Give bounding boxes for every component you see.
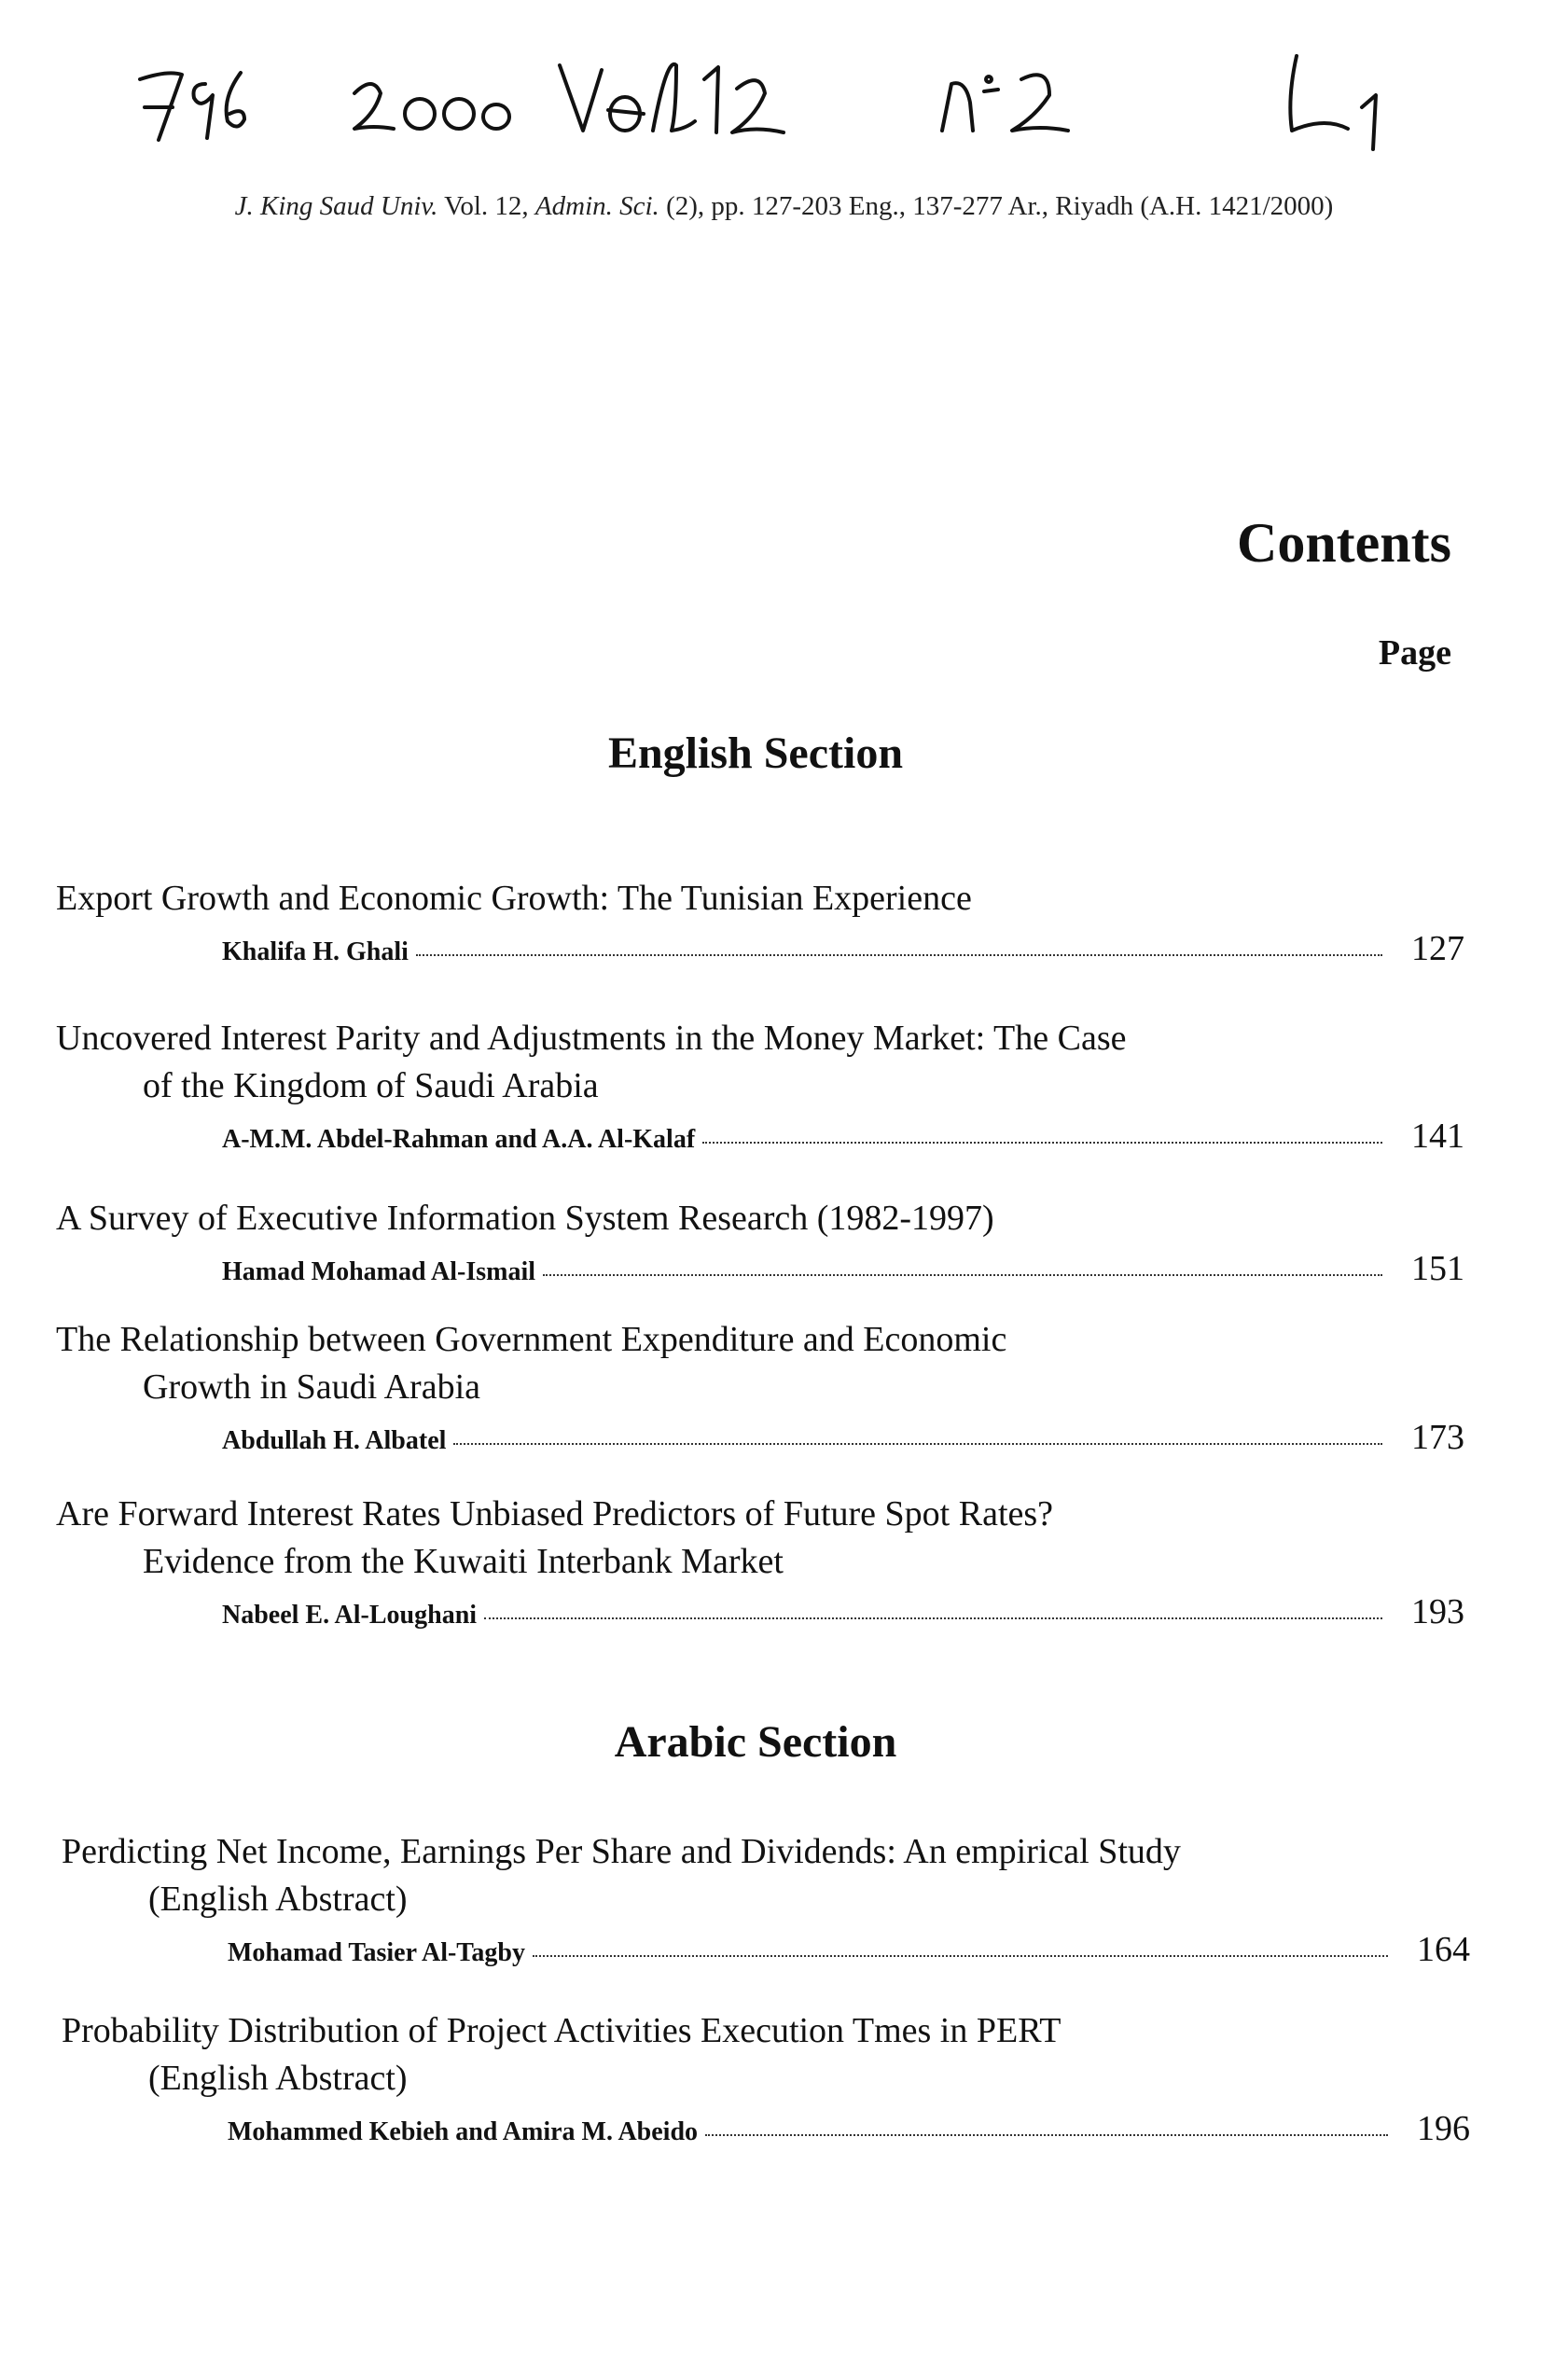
citation-field: Admin. Sci.	[534, 191, 659, 221]
entry-author: Nabeel E. Al-Loughani	[222, 1601, 478, 1630]
entry-author-line	[56, 928, 1464, 969]
toc-entry[interactable]	[62, 2007, 1470, 2149]
entry-title-line: The Relationship between Government Expenditure and Economic	[56, 1320, 1007, 1359]
entry-author: Abdullah H. Albatel	[222, 1426, 447, 1455]
citation-volume: Vol. 12,	[444, 191, 529, 221]
entry-title	[56, 1015, 1464, 1110]
entry-author-line	[56, 1591, 1464, 1632]
entry-title	[56, 1316, 1464, 1411]
toc-entry[interactable]	[56, 1195, 1464, 1289]
arabic-section-heading: Arabic Section	[614, 1717, 897, 1767]
entry-page-number: 141	[1411, 1117, 1464, 1156]
entry-title	[62, 1828, 1470, 1923]
entry-author: Hamad Mohamad Al-Ismail	[222, 1257, 536, 1286]
dot-leader	[453, 1442, 1382, 1445]
entry-title	[62, 2007, 1470, 2102]
dot-leader	[416, 953, 1382, 956]
entry-page-number: 164	[1417, 1930, 1470, 1969]
toc-entry[interactable]	[56, 1316, 1464, 1458]
entry-title-line: Probability Distribution of Project Activities Execution Tmes in PERT	[62, 2011, 1062, 2050]
entry-title-line: Growth in Saudi Arabia	[143, 1367, 481, 1407]
toc-entry[interactable]	[56, 1491, 1464, 1632]
handwritten-annotation	[131, 28, 1530, 159]
dot-leader	[484, 1617, 1382, 1619]
entry-author-line	[56, 1116, 1464, 1157]
entry-title-line: (English Abstract)	[148, 2059, 408, 2098]
page-column-label: Page	[1378, 633, 1451, 673]
entry-title-line: of the Kingdom of Saudi Arabia	[143, 1066, 599, 1105]
entry-author-line	[62, 1929, 1470, 1970]
entry-page-number: 193	[1411, 1592, 1464, 1631]
entry-title	[56, 1195, 1464, 1242]
entry-title-line: (English Abstract)	[148, 1880, 408, 1919]
entry-title-line: Are Forward Interest Rates Unbiased Predictors of Future Spot Rates?	[56, 1494, 1054, 1533]
entry-page-number: 173	[1411, 1418, 1464, 1457]
dot-leader	[702, 1141, 1382, 1144]
dot-leader	[705, 2133, 1388, 2136]
entry-page-number: 127	[1411, 929, 1464, 968]
entry-author: Mohamad Tasier Al-Tagby	[228, 1938, 525, 1967]
handwritten-annotation-drawing	[131, 28, 1530, 159]
entry-title-line: Perdicting Net Income, Earnings Per Share and Dividends: An empirical Study	[62, 1832, 1181, 1871]
dot-leader	[533, 1954, 1388, 1957]
entry-author-line	[56, 1248, 1464, 1289]
entry-author-line	[62, 2108, 1470, 2149]
toc-entry[interactable]	[56, 875, 1464, 969]
citation-rest: (2), pp. 127-203 Eng., 137-277 Ar., Riyadh (A.H. 1421/2000)	[666, 191, 1334, 221]
entry-page-number: 196	[1417, 2109, 1470, 2148]
entry-author: A-M.M. Abdel-Rahman and A.A. Al-Kalaf	[222, 1125, 696, 1154]
entry-page-number: 151	[1411, 1249, 1464, 1288]
entry-title-line: Evidence from the Kuwaiti Interbank Market	[143, 1542, 784, 1581]
entry-title-line: Export Growth and Economic Growth: The Tunisian Experience	[56, 879, 972, 918]
entry-title	[56, 875, 1464, 923]
dot-leader	[543, 1273, 1382, 1276]
journal-citation	[0, 191, 1568, 222]
citation-journal: J. King Saud Univ.	[234, 191, 438, 221]
contents-title: Contents	[1236, 512, 1451, 574]
entry-author-line	[56, 1417, 1464, 1458]
entry-title	[56, 1491, 1464, 1586]
entry-author: Khalifa H. Ghali	[222, 937, 409, 966]
toc-entry[interactable]	[62, 1828, 1470, 1970]
entry-title-line: Uncovered Interest Parity and Adjustments in the Money Market: The Case	[56, 1019, 1127, 1058]
english-section-heading: English Section	[607, 729, 904, 778]
entry-author: Mohammed Kebieh and Amira M. Abeido	[228, 2117, 699, 2146]
toc-entry[interactable]	[56, 1015, 1464, 1157]
entry-title-line: A Survey of Executive Information System Research (1982-1997)	[56, 1199, 994, 1238]
